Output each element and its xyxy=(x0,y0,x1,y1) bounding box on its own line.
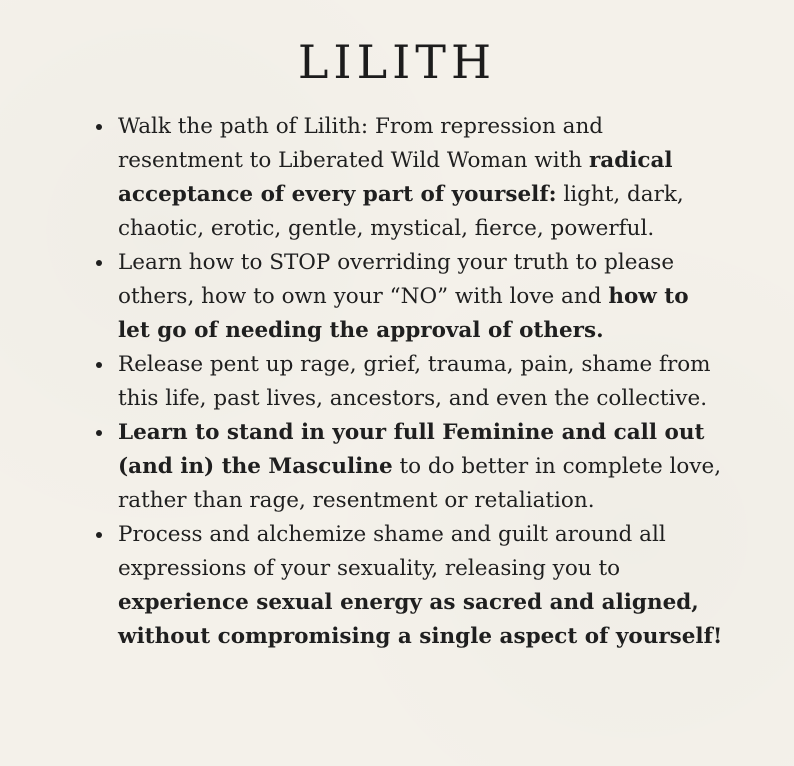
bullet-item xyxy=(92,416,752,518)
bullet-dot-icon xyxy=(96,124,102,130)
bullet-text-bold: acceptance of every part of yourself: xyxy=(118,182,557,207)
bullet-text-bold: Learn to stand in your full Feminine and call out xyxy=(118,420,705,445)
bullet-text-bold: without compromising a single aspect of yourself! xyxy=(118,624,723,649)
bullet-item xyxy=(92,348,752,416)
bullet-text: Walk the path of Lilith: From repression and xyxy=(118,114,604,139)
bullet-dot-icon xyxy=(96,362,102,368)
bullet-text: to do better in complete love, xyxy=(392,454,722,479)
bullet-text: rather than rage, resentment or retaliation. xyxy=(118,488,595,513)
page-title: LILITH xyxy=(297,35,497,89)
bullet-text-bold: how to xyxy=(608,284,689,309)
bullet-text-bold: (and in) the Masculine xyxy=(118,454,393,479)
bullet-item xyxy=(92,110,752,246)
bullet-text-bold: radical xyxy=(588,148,673,173)
bullet-dot-icon xyxy=(96,430,102,436)
bullet-text-bold: experience sexual energy as sacred and aligned, xyxy=(118,590,699,615)
bullet-text: resentment to Liberated Wild Woman with xyxy=(118,148,589,173)
bullet-item xyxy=(92,518,752,654)
bullet-text: Learn how to STOP overriding your truth to please xyxy=(118,250,675,275)
bullet-text-bold: let go of needing the approval of others. xyxy=(118,318,604,343)
bullet-text: chaotic, erotic, gentle, mystical, fierce, powerful. xyxy=(118,216,655,241)
bullet-text: others, how to own your “NO” with love and xyxy=(118,284,609,309)
bullet-dot-icon xyxy=(96,260,102,266)
bullet-text: Process and alchemize shame and guilt around all xyxy=(118,522,666,547)
bullet-text: Release pent up rage, grief, trauma, pain, shame from xyxy=(118,352,711,377)
bullet-list xyxy=(92,110,752,654)
bullet-dot-icon xyxy=(96,532,102,538)
bullet-text: expressions of your sexuality, releasing you to xyxy=(118,556,621,581)
bullet-text: light, dark, xyxy=(556,182,684,207)
bullet-item xyxy=(92,246,752,348)
bullet-text: this life, past lives, ancestors, and even the collective. xyxy=(118,386,708,411)
